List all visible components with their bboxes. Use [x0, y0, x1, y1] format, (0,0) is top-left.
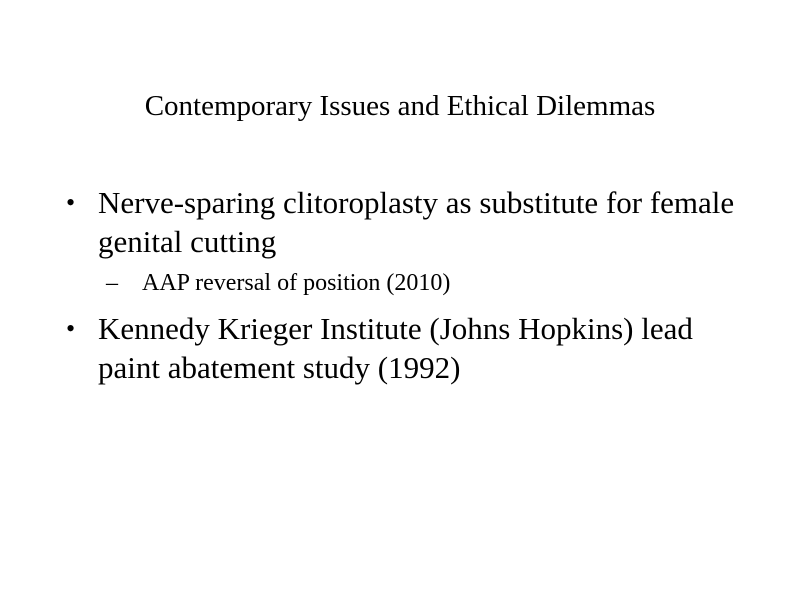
- bullet-marker: •: [66, 314, 76, 343]
- bullet-list: [64, 183, 754, 387]
- sub-bullet-list: [98, 267, 754, 299]
- sub-bullet-marker: –: [106, 270, 118, 296]
- bullet-text: Nerve-sparing clitoroplasty as substitute for female genital cutting: [98, 185, 735, 259]
- bullet-item: [64, 309, 754, 387]
- bullet-marker: •: [66, 188, 76, 217]
- slide-title: Contemporary Issues and Ethical Dilemmas: [144, 90, 656, 122]
- sub-bullet-item: [106, 267, 754, 299]
- bullet-text: Kennedy Krieger Institute (Johns Hopkins) lead paint abatement study (1992): [98, 311, 693, 385]
- bullet-item: [64, 183, 754, 299]
- sub-bullet-text: AAP reversal of position (2010): [142, 270, 451, 296]
